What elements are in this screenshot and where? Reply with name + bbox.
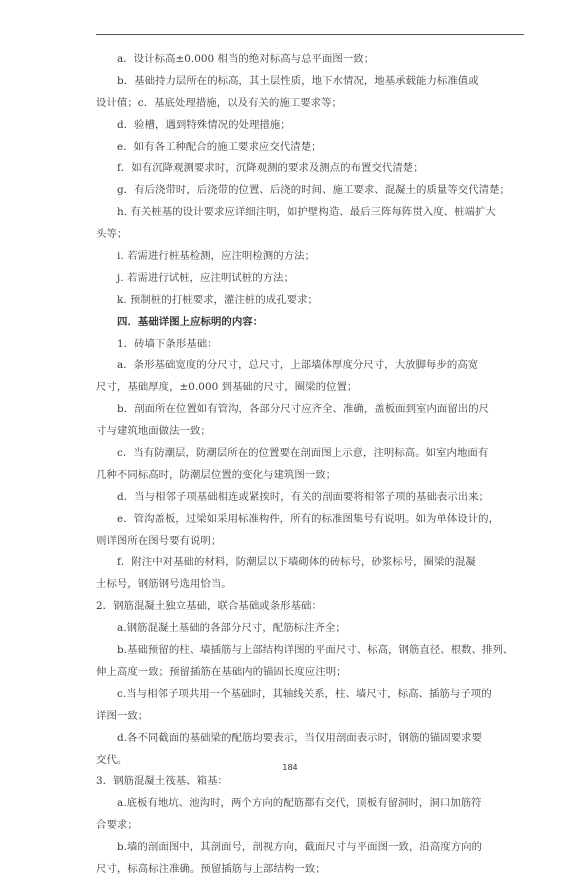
text-line: 设计值；c．基底处理措施，以及有关的施工要求等； <box>96 96 343 109</box>
text-line: 1．砖墙下条形基础： <box>117 337 218 350</box>
text-line: 尺寸，标高标注准确。预留插筋与上部结构一致； <box>96 862 326 875</box>
text-line: i. 若需进行桩基检测，应注明检测的方法； <box>117 250 316 263</box>
text-line: e．管沟盖板，过梁如采用标准构件，所有的标准图集号有说明。如为单体设计的， <box>117 512 500 525</box>
page-number: 184 <box>282 763 298 772</box>
text-line: 伸上高度一致；预留插筋在基础内的锚固长度应注明； <box>96 665 347 678</box>
text-line: 详图一致； <box>96 709 149 722</box>
text-line: 几种不同标高时，防潮层位置的变化与建筑图一致； <box>96 468 337 481</box>
text-line: 头等； <box>96 228 128 241</box>
text-line: a.底板有地坑、池沟时，两个方向的配筋都有交代，顶板有留洞时，洞口加筋符 <box>117 797 482 810</box>
text-line: c.当与相邻子项共用一个基础时，其轴线关系，柱、墙尺寸，标高、插筋与子项的 <box>117 687 492 700</box>
text-line: a．设计标高±0.000 相当的绝对标高与总平面图一致； <box>117 53 375 65</box>
text-line: 土标号，钢筋钢号选用恰当。 <box>96 578 232 591</box>
text-line: e．如有各工种配合的施工要求应交代清楚； <box>117 140 322 153</box>
text-line: d．当与相邻子项基础相连或紧挨时，有关的剖面要将相邻子项的基础表示出来； <box>117 490 490 503</box>
text-line: k. 预制桩的打桩要求，灌注桩的成孔要求； <box>117 293 318 306</box>
text-line: 交代。 <box>96 753 128 766</box>
text-line: 3．钢筋混凝土筏基、箱基： <box>96 775 228 788</box>
text-line: d．验槽，遇到特殊情况的处理措施； <box>117 118 291 131</box>
text-line: f．如有沉降观测要求时，沉降观测的要求及测点的布置交代清楚； <box>117 162 424 175</box>
text-line: b．剖面所在位置如有管沟，各部分尺寸应齐全、准确，盖板面到室内面留出的尺 <box>117 403 490 416</box>
text-line: c．当有防潮层，防潮层所在的位置要在剖面图上示意，注明标高。如室内地面有 <box>117 447 489 460</box>
text-line: 寸与建筑地面做法一致； <box>96 425 211 438</box>
text-line: 2．钢筋混凝土独立基础，联合基础或条形基础： <box>96 600 322 613</box>
text-line: j. 若需进行试桩，应注明试桩的方法； <box>117 271 295 284</box>
text-line: f．附注中对基础的材料，防潮层以下墙砌体的砖标号，砂浆标号，圈梁的混凝 <box>117 556 476 569</box>
text-line: d.各不同截面的基础梁的配筋均要表示，当仅用剖面表示时，钢筋的锚固要求要 <box>117 731 483 744</box>
document-body <box>96 49 526 881</box>
text-line: b.墙的剖面图中，其剖面号，剖视方向，截面尺寸与平面图一致，沿高度方向的 <box>117 841 483 854</box>
text-line: b．基础持力层所在的标高，其土层性质，地下水情况，地基承载能力标准值或 <box>117 74 479 87</box>
section-heading: 四．基础详图上应标明的内容： <box>117 315 264 328</box>
text-line: a．条形基础宽度的分尺寸，总尺寸，上部墙体厚度分尺寸，大放脚每步的高宽 <box>117 359 479 372</box>
text-line: 合要求； <box>96 819 138 832</box>
text-line: g．有后浇带时，后浇带的位置、后浇的时间、施工要求、混凝土的质量等交代清楚； <box>117 184 511 197</box>
text-line: 则详图所在图号要有说明； <box>96 534 222 547</box>
header-rule <box>96 34 524 35</box>
text-line: h. 有关桩基的设计要求应详细注明，如护壁构造、最后三阵每阵贯入度、桩端扩大 <box>117 206 496 219</box>
text-line: a.钢筋混凝土基础的各部分尺寸，配筋标注齐全； <box>117 622 346 635</box>
text-line: 尺寸，基础厚度，±0.000 到基础的尺寸，圈梁的位置； <box>96 381 358 394</box>
text-line: b.基础预留的柱、墙插筋与上部结构详图的平面尺寸、标高，钢筋直径、根数、排列、 <box>117 644 514 657</box>
